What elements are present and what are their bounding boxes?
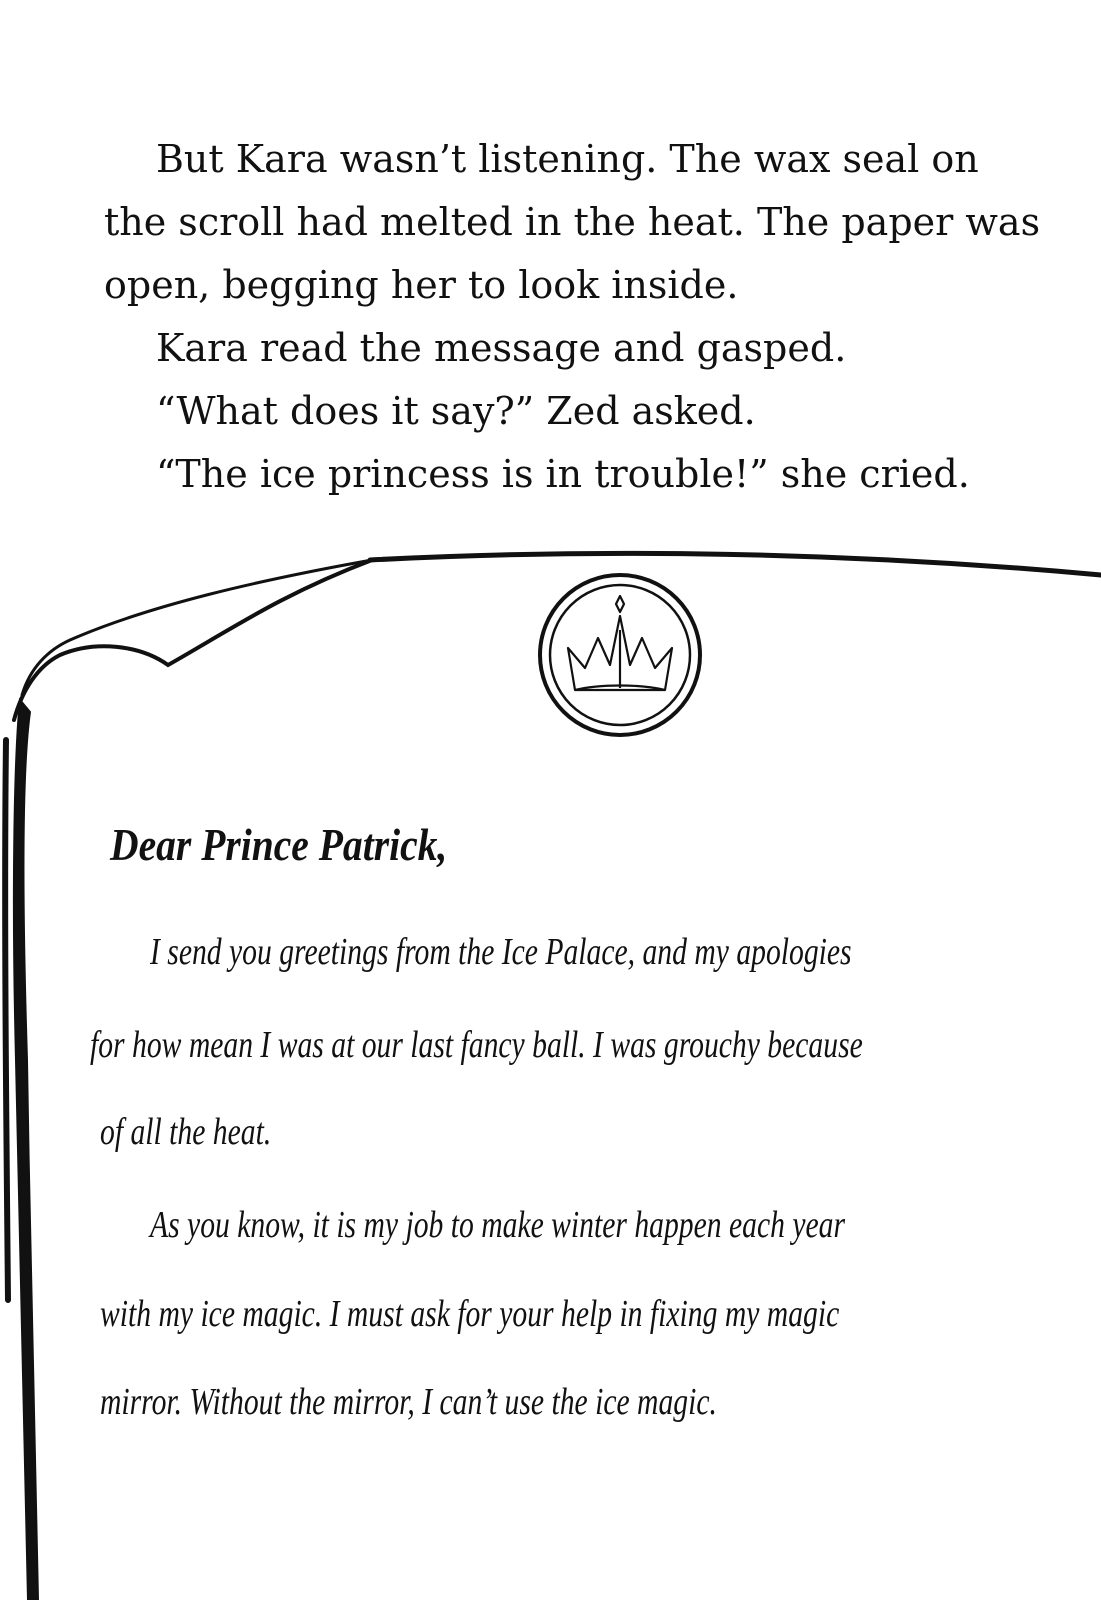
story-line: open, begging her to look inside. [104,263,739,307]
letter-line: I send you greetings from the Ice Palace, and my apologies [150,931,852,973]
letter-line: for how mean I was at our last fancy ball. I was grouchy because [90,1024,863,1066]
letter-greeting: Dear Prince Patrick, [110,819,448,870]
letter-line: As you know, it is my job to make winter happen each year [150,1204,846,1246]
letter-line: mirror. Without the mirror, I can’t use the ice magic. [100,1381,717,1423]
story-line: Kara read the message and gasped. [156,326,847,370]
story-line: the scroll had melted in the heat. The paper was [104,200,1041,244]
letter-line: with my ice magic. I must ask for your help in fixing my magic [100,1293,840,1335]
story-line: “The ice princess is in trouble!” she cried. [156,452,970,496]
story-line: “What does it say?” Zed asked. [156,389,756,433]
letter-line: of all the heat. [100,1111,272,1153]
story-line: But Kara wasn’t listening. The wax seal on [156,137,979,181]
